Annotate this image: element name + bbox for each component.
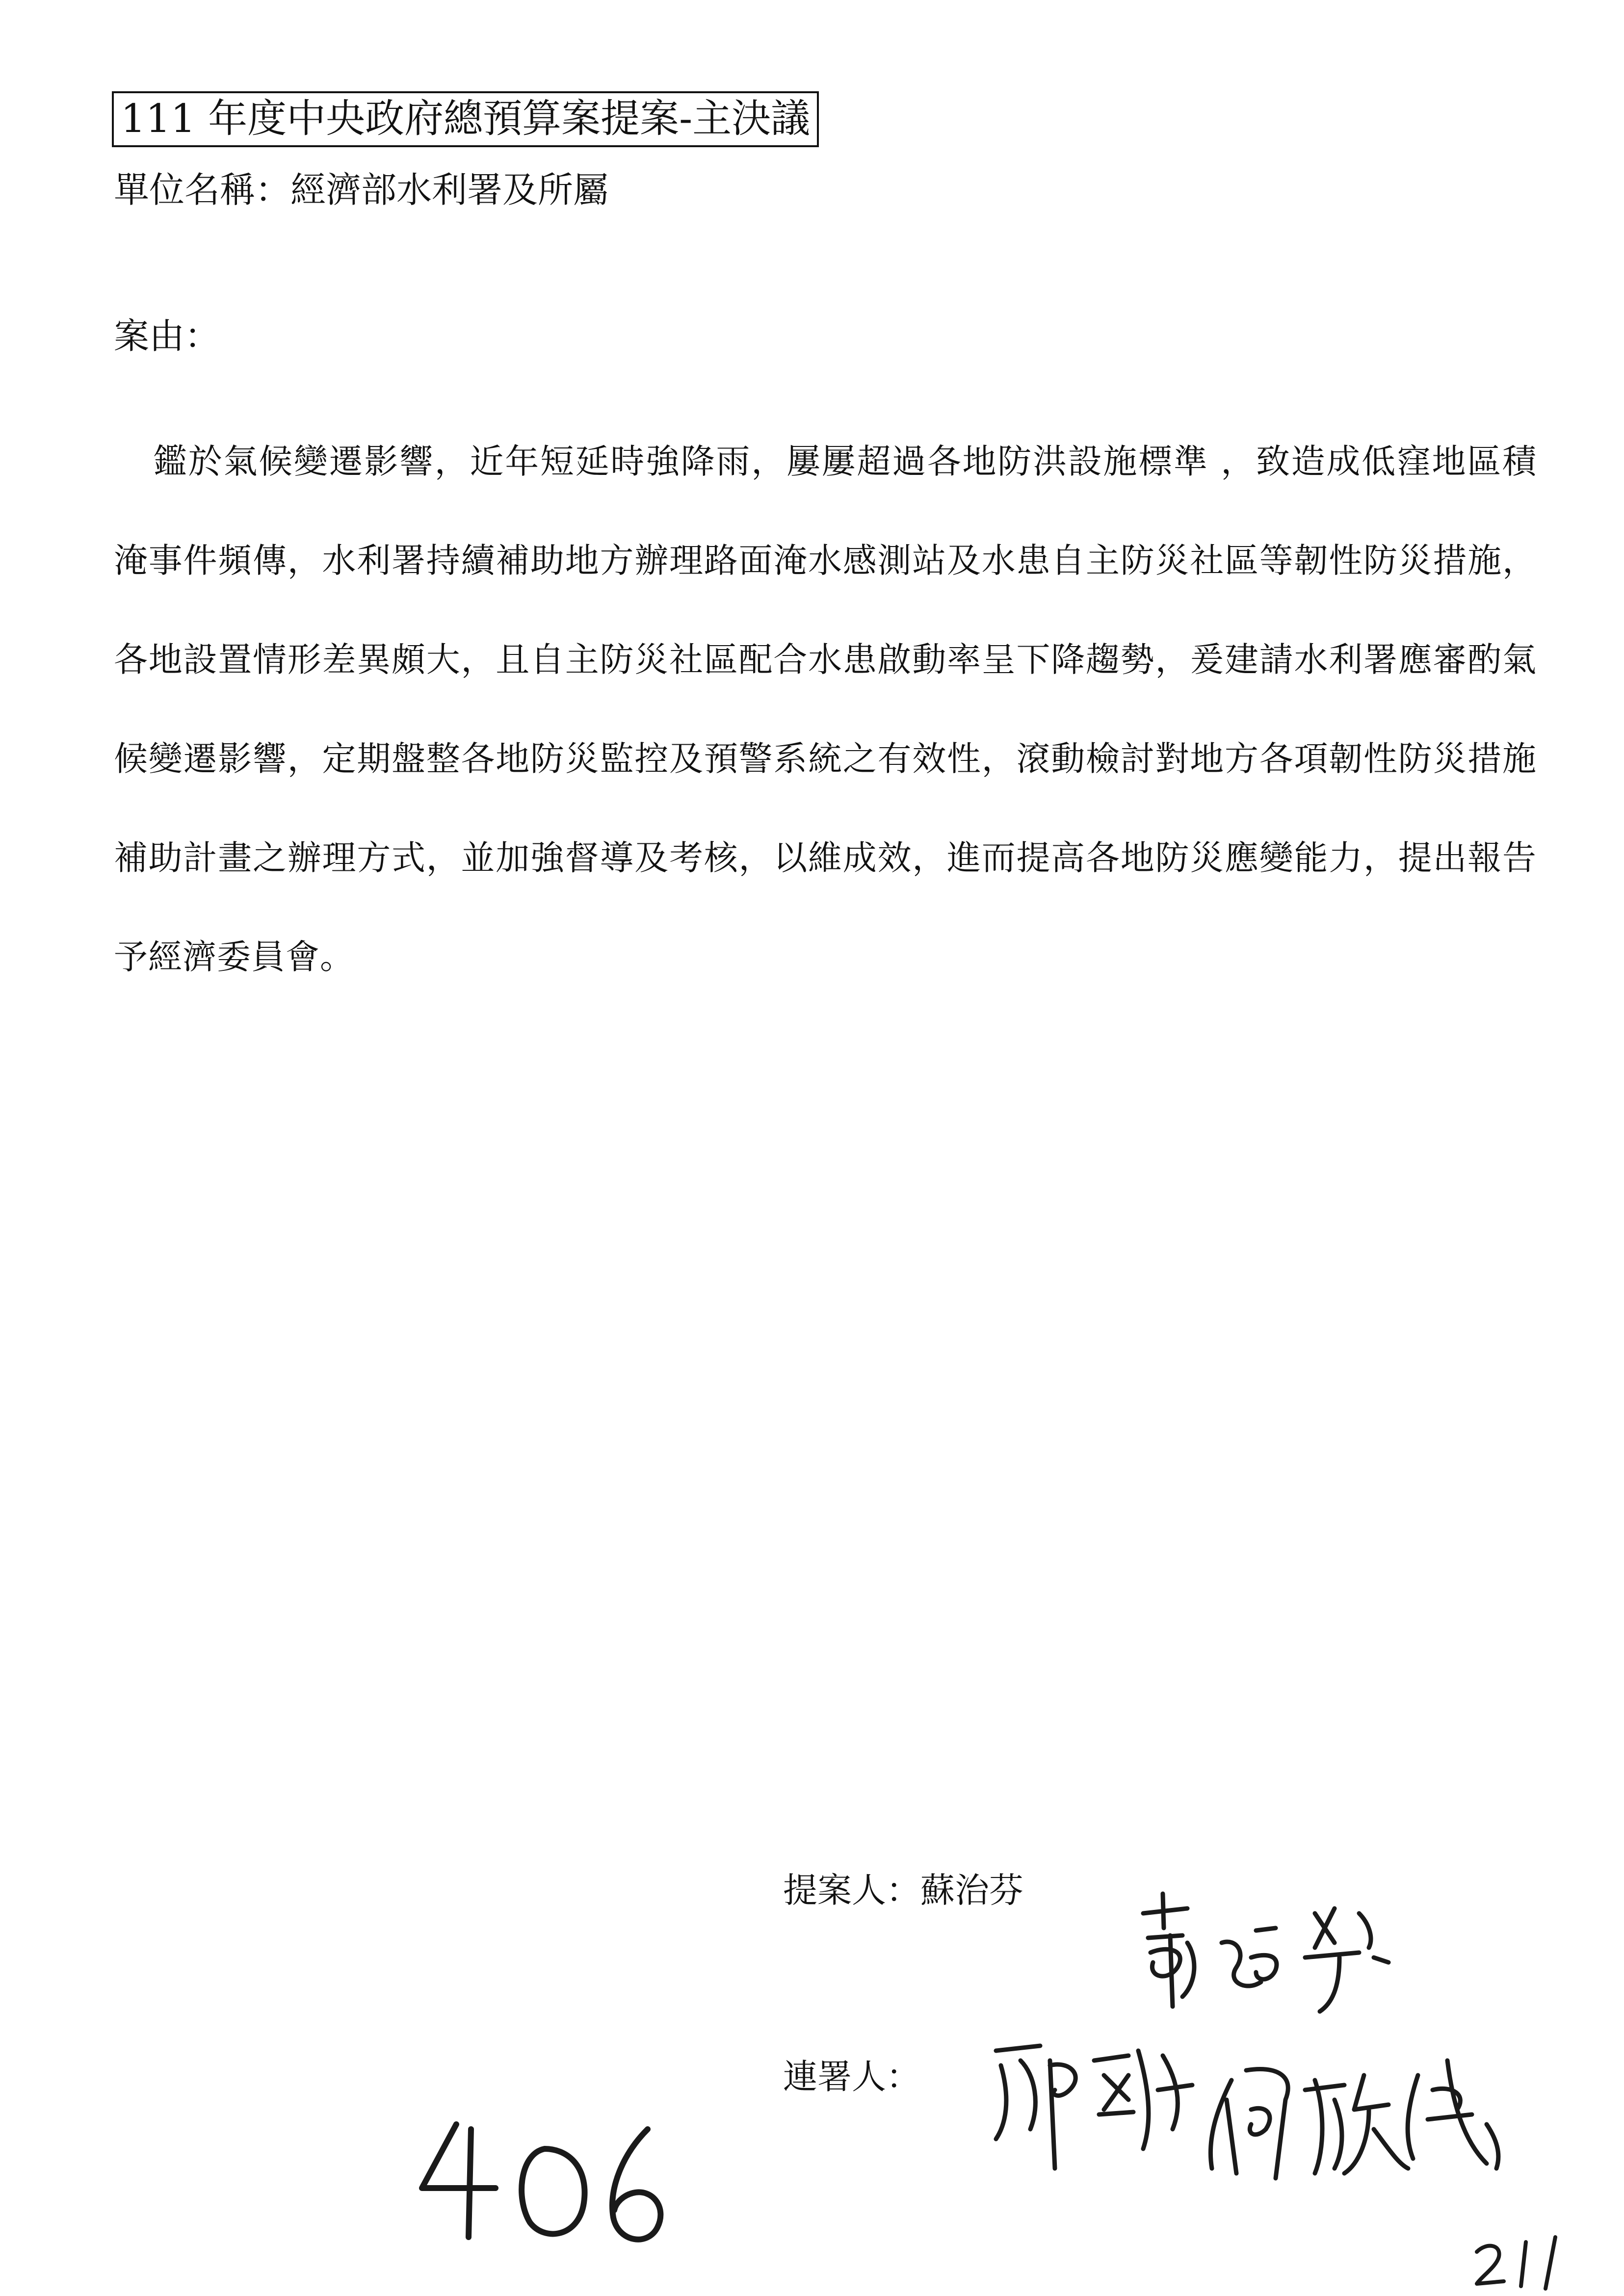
proposer-signature: [1143, 1894, 1388, 2011]
unit-name-line: 單位名稱：經濟部水利署及所屬: [114, 169, 609, 210]
case-label: 案由：: [114, 315, 220, 357]
cosigner-label: 連署人：: [783, 2057, 920, 2097]
case-body-text: 鑑於氣候變遷影響，近年短延時強降雨，屢屢超過各地防洪設施標準 ，致造成低窪地區積淹事件頻傳，水利署持續補助地方辦理路面淹水感測站及水患自主防災社區等韌性防災措施，各地設置情形差異頗大，且自主防災社區配合水患啟動率呈下降趨勢，爰建請水利署應審酌氣候變遷影響，定期盤整各地防災監控及預警系統之有效性，滾動檢討對地方各項韌性防災措施補助計畫之辦理方式，並加強督導及考核，以維成效，進而提高各地防災應變能力，提出報告予經濟委員會。: [114, 442, 1537, 977]
handwritten-corner-mark: [1477, 2237, 1555, 2289]
cosigner-signature-2: [1210, 2061, 1498, 2178]
cosigner-signature-1: [996, 2046, 1192, 2168]
handwritten-page-number: [422, 2124, 660, 2240]
proposal-title: 111 年度中央政府總預算案提案-主決議: [112, 91, 819, 147]
proposer-line: 提案人：蘇治芬: [783, 1870, 1023, 1910]
